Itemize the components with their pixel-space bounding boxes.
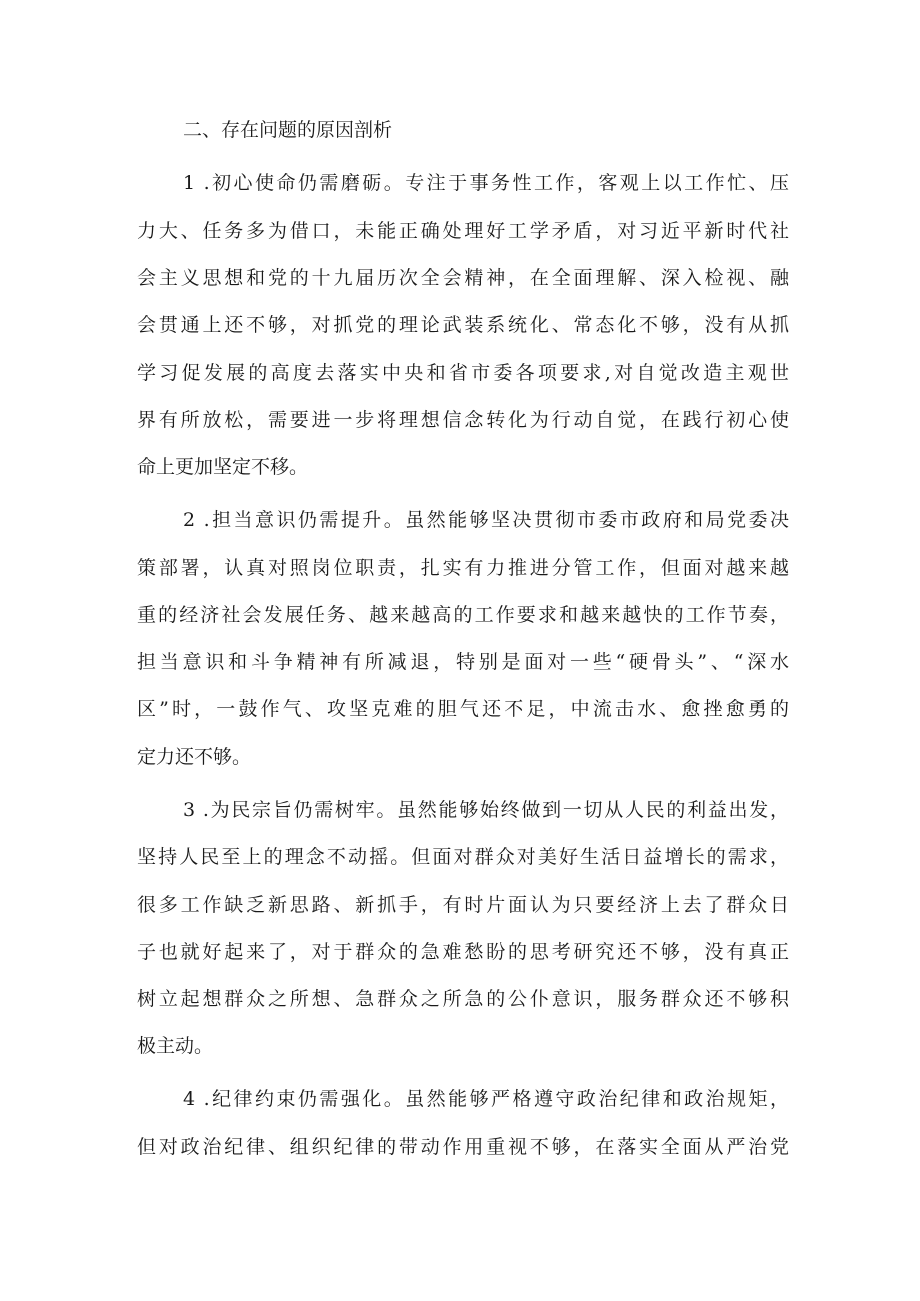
paragraph-2-line-4: 担当意识和斗争精神有所减退，特别是面对一些“硬骨头”、“深水 [137,651,789,673]
paragraph-1-line-5: 学习促发展的高度去落实中央和省市委各项要求,对自觉改造主观世 [137,362,789,384]
paragraph-3-line-1: 3 .为民宗旨仍需树牢。虽然能够始终做到一切从人民的利益出发， [183,799,789,821]
paragraph-2-line-6: 定力还不够。 [137,746,252,768]
paragraph-1-line-6: 界有所放松，需要进一步将理想信念转化为行动自觉，在践行初心使 [137,409,789,431]
paragraph-4-line-2: 但对政治纪律、组织纪律的带动作用重视不够，在落实全面从严治党 [137,1136,789,1158]
paragraph-1-line-1: 1 .初心使命仍需磨砺。专注于事务性工作，客观上以工作忙、压 [183,172,789,194]
paragraph-1-line-7: 命上更加坚定不移。 [137,456,309,478]
paragraph-3-line-2: 坚持人民至上的理念不动摇。但面对群众对美好生活日益增长的需求， [137,846,789,868]
paragraph-3-line-4: 子也就好起来了，对于群众的急难愁盼的思考研究还不够，没有真正 [137,941,789,963]
paragraph-1-line-4: 会贯通上还不够，对抓党的理论武装系统化、常态化不够，没有从抓 [137,314,789,336]
paragraph-2-line-2: 策部署，认真对照岗位职责，扎实有力推进分管工作，但面对越来越 [137,557,789,579]
paragraph-2-line-3: 重的经济社会发展任务、越来越高的工作要求和越来越快的工作节奏， [137,604,789,626]
paragraph-3-line-6: 极主动。 [137,1035,214,1057]
paragraph-1-line-3: 会主义思想和党的十九届历次全会精神，在全面理解、深入检视、融 [137,267,789,289]
paragraph-4-line-1: 4 .纪律约束仍需强化。虽然能够严格遵守政治纪律和政治规矩， [183,1088,789,1110]
paragraph-3-line-3: 很多工作缺乏新思路、新抓手，有时片面认为只要经济上去了群众日 [137,894,789,916]
paragraph-1-line-2: 力大、任务多为借口，未能正确处理好工学矛盾，对习近平新时代社 [137,220,789,242]
paragraph-2-line-5: 区”时，一鼓作气、攻坚克难的胆气还不足，中流击水、愈挫愈勇的 [137,698,789,720]
section-heading: 二、存在问题的原因剖析 [183,119,393,141]
paragraph-2-line-1: 2 .担当意识仍需提升。虽然能够坚决贯彻市委市政府和局党委决 [183,509,789,531]
paragraph-3-line-5: 树立起想群众之所想、急群众之所急的公仆意识，服务群众还不够积 [137,988,789,1010]
